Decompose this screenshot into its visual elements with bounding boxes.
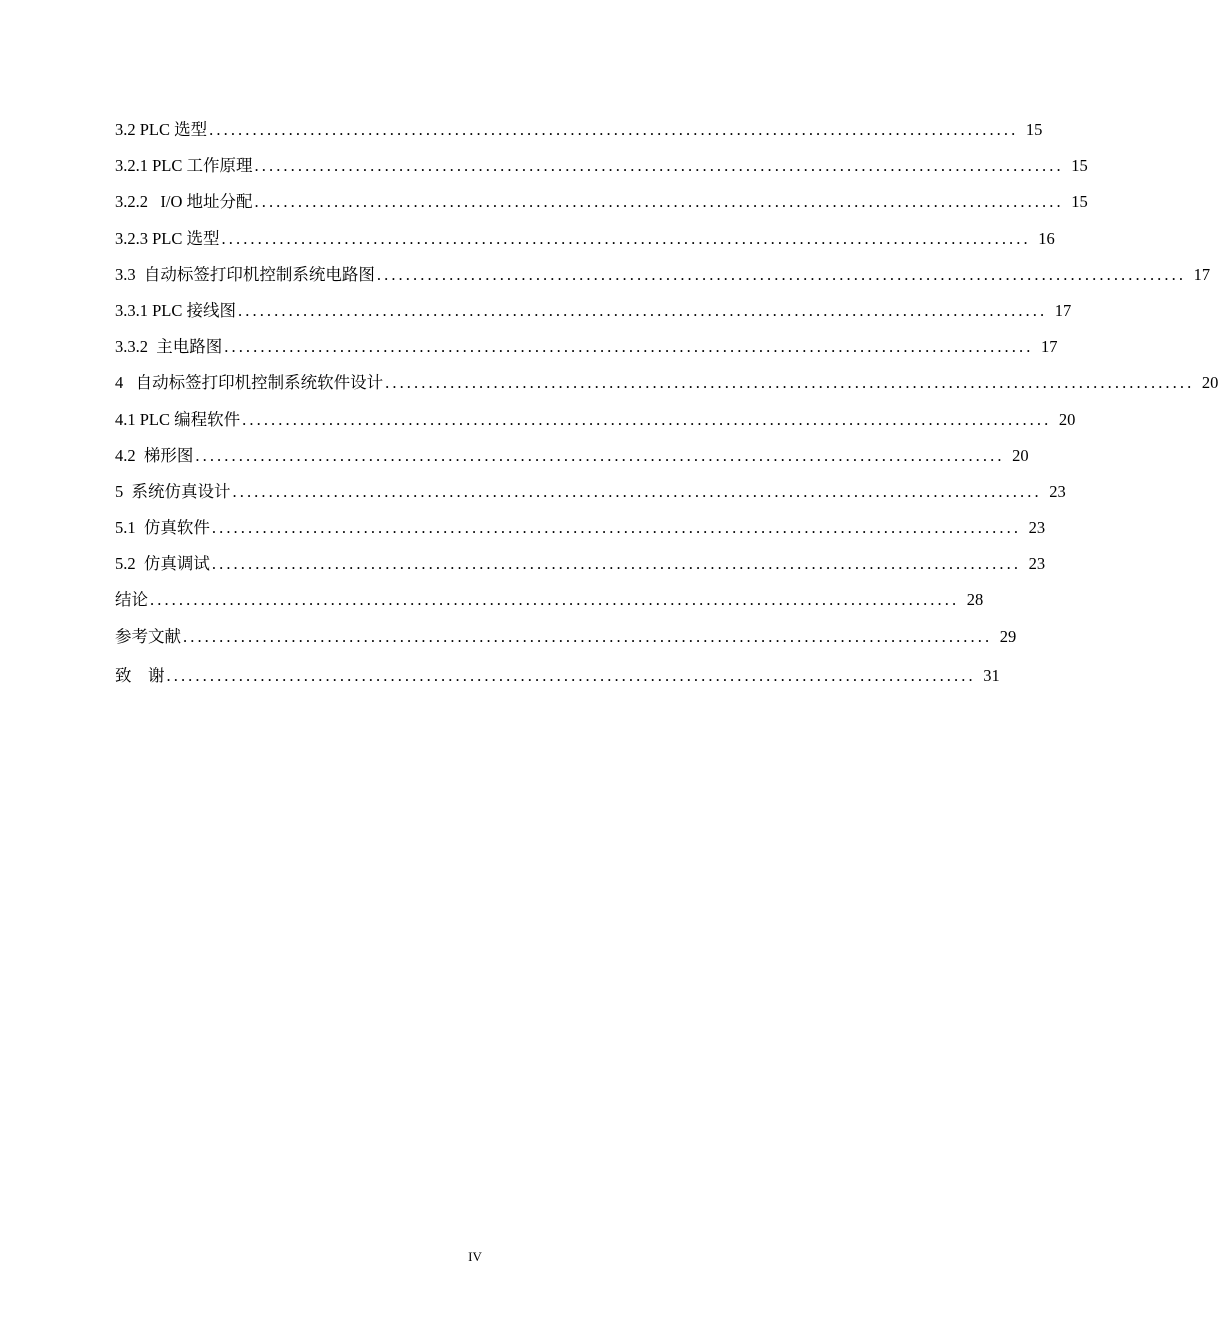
toc-entry[interactable] [115,408,1076,444]
toc-leader-dots: ................................................................................................................ [232,481,1042,501]
toc-leader-dots: ................................................................................................................ [221,228,1031,248]
toc-leader-dots: ................................................................................................................ [224,337,1034,357]
toc-entry-title: 参考文献 [115,626,181,646]
toc-entry[interactable] [115,227,1055,263]
toc-entry-page: 23 [1049,481,1066,501]
toc-entry-page: 20 [1058,409,1076,429]
toc-entry[interactable] [115,588,984,624]
toc-leader-dots: ................................................................................................................ [150,590,960,610]
toc-entry[interactable] [115,190,1088,226]
toc-entry-title: 4.2 梯形图 [115,445,194,465]
toc-entry-page: 23 [1028,554,1046,574]
toc-entry-page: 17 [1193,264,1211,284]
toc-entry[interactable] [115,154,1088,190]
toc-entry-page: 15 [1071,156,1088,176]
toc-entry-title: 5.2 仿真调试 [115,554,210,574]
toc-entry-page: 17 [1040,337,1058,357]
toc-entry-title: 结论 [115,590,148,610]
toc-leader-dots: ................................................................................................................ [242,409,1052,429]
toc-leader-dots: ................................................................................................................ [183,626,993,646]
toc-entry-title: 3.2.3 PLC 选型 [115,228,220,248]
toc-leader-dots: ................................................................................................................ [211,518,1022,538]
toc-entry-page: 20 [1012,445,1029,465]
toc-leader-dots: ................................................................................................................ [238,300,1048,320]
toc-entry-page: 28 [966,590,984,610]
toc-entry[interactable] [115,664,1000,700]
toc-entry-page: 31 [983,665,1000,685]
toc-entry-title: 4.1 PLC 编程软件 [115,409,241,429]
toc-leader-dots: ................................................................................................................ [211,554,1022,574]
table-of-contents [115,118,1218,700]
toc-entry-title: 5 系统仿真设计 [115,481,231,501]
page-number: IV [468,1249,482,1264]
toc-entry-page: 17 [1054,300,1072,320]
toc-entry[interactable] [115,444,1029,480]
toc-entry[interactable] [115,625,1017,661]
toc-leader-dots: ................................................................................................................ [195,445,1005,465]
toc-entry-title: 4 自动标签打印机控制系统软件设计 [115,373,384,393]
toc-leader-dots: ................................................................................................................ [385,373,1195,393]
toc-leader-dots: ................................................................................................................ [209,120,1019,139]
toc-entry-page: 16 [1038,228,1055,248]
toc-leader-dots: ................................................................................................................ [254,156,1064,176]
toc-entry-title: 3.3.1 PLC 接线图 [115,300,237,320]
toc-entry[interactable] [115,480,1066,516]
toc-entry-page: 15 [1025,120,1043,139]
toc-entry[interactable] [115,263,1211,299]
toc-entry-title: 5.1 仿真软件 [115,518,210,538]
toc-leader-dots: ................................................................................................................ [254,192,1064,212]
toc-entry[interactable] [115,371,1218,407]
toc-entry-title: 3.2.1 PLC 工作原理 [115,156,253,176]
toc-entry-title: 致 谢 [115,665,165,685]
toc-entry[interactable] [115,299,1072,335]
toc-entry-page: 23 [1028,518,1046,538]
toc-entry-page: 15 [1071,192,1088,212]
toc-entry-title: 3.2.2 I/O 地址分配 [115,192,253,212]
toc-leader-dots: ................................................................................................................ [376,264,1187,284]
toc-entry-title: 3.3.2 主电路图 [115,337,223,357]
toc-entry-page: 29 [999,626,1017,646]
toc-entry[interactable] [115,335,1058,371]
toc-entry-page: 20 [1201,373,1218,393]
toc-entry[interactable] [115,552,1046,588]
toc-entry[interactable] [115,516,1046,552]
toc-leader-dots: ................................................................................................................ [166,665,976,685]
toc-entry-title: 3.3 自动标签打印机控制系统电路图 [115,264,375,284]
toc-entry-title: 3.2 PLC 选型 [115,120,208,139]
toc-entry[interactable] [115,118,1043,154]
